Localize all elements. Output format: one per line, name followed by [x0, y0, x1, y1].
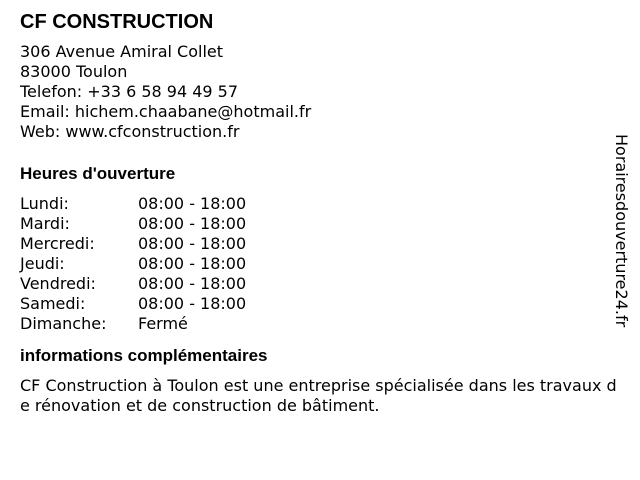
- email-line: Email: hichem.chaabane@hotmail.fr: [20, 102, 312, 121]
- time-value: 08:00 - 18:00: [138, 294, 247, 313]
- contact-block: [20, 42, 620, 142]
- hours-heading: Heures d'ouverture: [20, 164, 176, 183]
- opening-hours-table: [20, 194, 620, 334]
- hours-row-monday: [20, 194, 620, 214]
- hours-row-wednesday: [20, 234, 620, 254]
- web-line: Web: www.cfconstruction.fr: [20, 122, 240, 141]
- time-value: 08:00 - 18:00: [138, 234, 247, 253]
- time-value: Fermé: [138, 314, 188, 333]
- info-heading: informations complémentaires: [20, 346, 268, 365]
- time-value: 08:00 - 18:00: [138, 214, 247, 233]
- phone-line: Telefon: +33 6 58 94 49 57: [20, 82, 239, 101]
- site-watermark: Horairesdouverture24.fr: [612, 134, 631, 328]
- business-name: CF CONSTRUCTION: [20, 11, 214, 33]
- day-label: Dimanche:: [20, 314, 107, 333]
- day-label: Lundi:: [20, 194, 69, 213]
- hours-row-friday: [20, 274, 620, 294]
- hours-row-sunday: [20, 314, 620, 334]
- business-card: [20, 10, 620, 416]
- hours-row-saturday: [20, 294, 620, 314]
- hours-row-tuesday: [20, 214, 620, 234]
- day-label: Vendredi:: [20, 274, 96, 293]
- time-value: 08:00 - 18:00: [138, 194, 247, 213]
- day-label: Jeudi:: [20, 254, 65, 273]
- hours-row-thursday: [20, 254, 620, 274]
- time-value: 08:00 - 18:00: [138, 254, 247, 273]
- day-label: Samedi:: [20, 294, 86, 313]
- time-value: 08:00 - 18:00: [138, 274, 247, 293]
- address-line-city: 83000 Toulon: [20, 62, 128, 81]
- day-label: Mercredi:: [20, 234, 95, 253]
- info-description: CF Construction à Toulon est une entreprise spécialisée dans les travaux de rénovation et de construction de bâtiment.: [20, 376, 617, 415]
- day-label: Mardi:: [20, 214, 70, 233]
- address-line-street: 306 Avenue Amiral Collet: [20, 42, 224, 61]
